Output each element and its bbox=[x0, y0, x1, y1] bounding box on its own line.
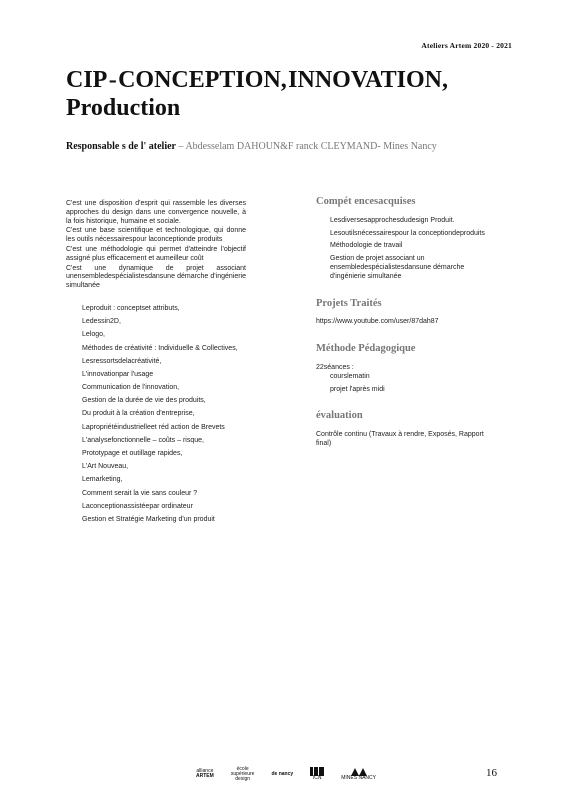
info-column bbox=[316, 198, 486, 467]
description-column bbox=[66, 200, 246, 529]
methode-item bbox=[316, 373, 486, 382]
competence-item-text: Lesoutilsnécessairespour la conceptiondeproduits bbox=[330, 229, 485, 237]
intro-paragraph: C'est une méthodologie qui permet d'atteindre l'objectif assigné plus efficacement et aumeilleur coût bbox=[66, 245, 246, 262]
topic-item-text: Prototypage et outillage rapides, bbox=[82, 450, 183, 458]
methode-list bbox=[316, 373, 486, 395]
competence-item bbox=[316, 230, 486, 239]
topic-item bbox=[66, 476, 246, 485]
projets-heading: Projets Traités bbox=[316, 297, 382, 309]
intro-paragraph: C'est une base scientifique et technologique, qui donne les outils nécessairespour laconceptionde produits bbox=[66, 227, 246, 244]
topic-item bbox=[66, 463, 246, 472]
evaluation-text: Contrôle continu (Travaux à rendre, Exposés, Rapport final) bbox=[316, 431, 484, 447]
topic-item-text: Ledessin2D, bbox=[82, 318, 121, 326]
topic-item-text: Lemarketing, bbox=[82, 476, 123, 484]
topic-item-text: Lapropriétéindustrielleet réd action de Brevets bbox=[82, 423, 225, 431]
icn-logo: ICN bbox=[310, 767, 324, 781]
ecole-design-nancy-logo: école supérieure design bbox=[230, 765, 255, 782]
topic-item-text: L'analysefonctionnelle – coûts – risque, bbox=[82, 436, 204, 444]
topic-item bbox=[66, 450, 246, 459]
competences-section bbox=[316, 198, 486, 282]
competence-item bbox=[316, 242, 486, 251]
topic-item bbox=[66, 358, 246, 367]
competence-item-text: Méthodologie de travail bbox=[330, 242, 403, 250]
methode-item-text: projet l'après midi bbox=[330, 385, 385, 393]
topic-item bbox=[66, 437, 246, 446]
projets-url[interactable]: https://www.youtube.com/user/87dah87 bbox=[316, 318, 439, 326]
intro-text bbox=[66, 200, 246, 291]
topic-item-text: Laconceptionassistéepar ordinateur bbox=[82, 502, 193, 510]
competence-item-text: Gestion de projet associant un ensembledespécialistesdansune démarche d'ingénierie simultanée bbox=[330, 255, 465, 280]
topic-item bbox=[66, 345, 246, 354]
title-line-1 bbox=[66, 66, 448, 94]
nancy-logo: de nancy bbox=[271, 770, 294, 777]
topic-item-text: L'Art Nouveau, bbox=[82, 463, 129, 471]
methode-section bbox=[316, 345, 486, 394]
title-word: CONCEPTION, bbox=[118, 67, 287, 93]
intro-paragraph: C'est une dynamique de projet associant unensembledespécialistesdansune démarche d'ingénierie simultanée bbox=[66, 264, 246, 290]
partner-logos bbox=[196, 764, 376, 784]
competences-list bbox=[316, 217, 486, 282]
evaluation-section bbox=[316, 412, 486, 448]
topic-item bbox=[66, 318, 246, 327]
running-header: Ateliers Artem 2020 - 2021 bbox=[421, 41, 512, 50]
topic-item-text: Méthodes de créativité : Individuelle & Collectives, bbox=[82, 344, 238, 352]
topic-item bbox=[66, 490, 246, 499]
topic-item-text: Du produit à la création d'entreprise, bbox=[82, 410, 195, 418]
competence-item bbox=[316, 255, 486, 281]
competence-item-text: Lesdiversesapprochesdudesign Produit. bbox=[330, 216, 455, 224]
responsible-names: – Abdesselam DAHOUN&F ranck CLEYMAND- Mines Nancy bbox=[178, 141, 437, 152]
mines-nancy-logo: MINES NANCY bbox=[341, 768, 376, 781]
intro-paragraph: C'est une disposition d'esprit qui rassemble les diverses approches du design dans une convergence nouvelle, à la fois historique, humaine et sociale. bbox=[66, 200, 246, 225]
topic-item-text: Lesressortsdelacréativité, bbox=[82, 357, 162, 365]
methode-heading: Méthode Pédagogique bbox=[316, 343, 416, 355]
topic-item bbox=[66, 503, 246, 512]
page-number: 16 bbox=[486, 767, 497, 779]
title-line-2: Production bbox=[66, 95, 181, 121]
topic-item bbox=[66, 410, 246, 419]
topic-item bbox=[66, 305, 246, 314]
topics-list bbox=[66, 305, 246, 525]
evaluation-heading: évaluation bbox=[316, 410, 363, 422]
projets-section bbox=[316, 297, 486, 328]
page-title bbox=[66, 66, 448, 122]
topic-item-text: Communication de l'innovation, bbox=[82, 384, 180, 392]
responsible-label: Responsable s de l' atelier bbox=[66, 141, 176, 152]
topic-item-text: Leproduit : conceptset attributs, bbox=[82, 304, 180, 312]
methode-item bbox=[316, 386, 486, 395]
topic-item bbox=[66, 371, 246, 380]
methode-item-text: courslematin bbox=[330, 372, 370, 380]
competences-heading: Compét encesacquises bbox=[316, 196, 416, 207]
topic-item bbox=[66, 331, 246, 340]
methode-sessions: 22séances : bbox=[316, 363, 354, 371]
topic-item bbox=[66, 516, 246, 525]
competence-item bbox=[316, 217, 486, 226]
title-word: INNOVATION, bbox=[288, 67, 448, 93]
alliance-artem-logo: alliance ARTEM bbox=[196, 768, 214, 779]
topic-item-text: Lelogo, bbox=[82, 331, 105, 339]
topic-item-text: Gestion et Stratégie Marketing d'un produit bbox=[82, 515, 215, 523]
topic-item bbox=[66, 424, 246, 433]
topic-item-text: Comment serait la vie sans couleur ? bbox=[82, 489, 198, 497]
responsible-line bbox=[66, 141, 437, 152]
topic-item bbox=[66, 384, 246, 393]
topic-item-text: Gestion de la durée de vie des produits, bbox=[82, 397, 206, 405]
title-word: CIP bbox=[66, 67, 108, 93]
topic-item-text: L'innovationpar l'usage bbox=[82, 370, 154, 378]
title-word: - bbox=[108, 67, 117, 93]
topic-item bbox=[66, 397, 246, 406]
